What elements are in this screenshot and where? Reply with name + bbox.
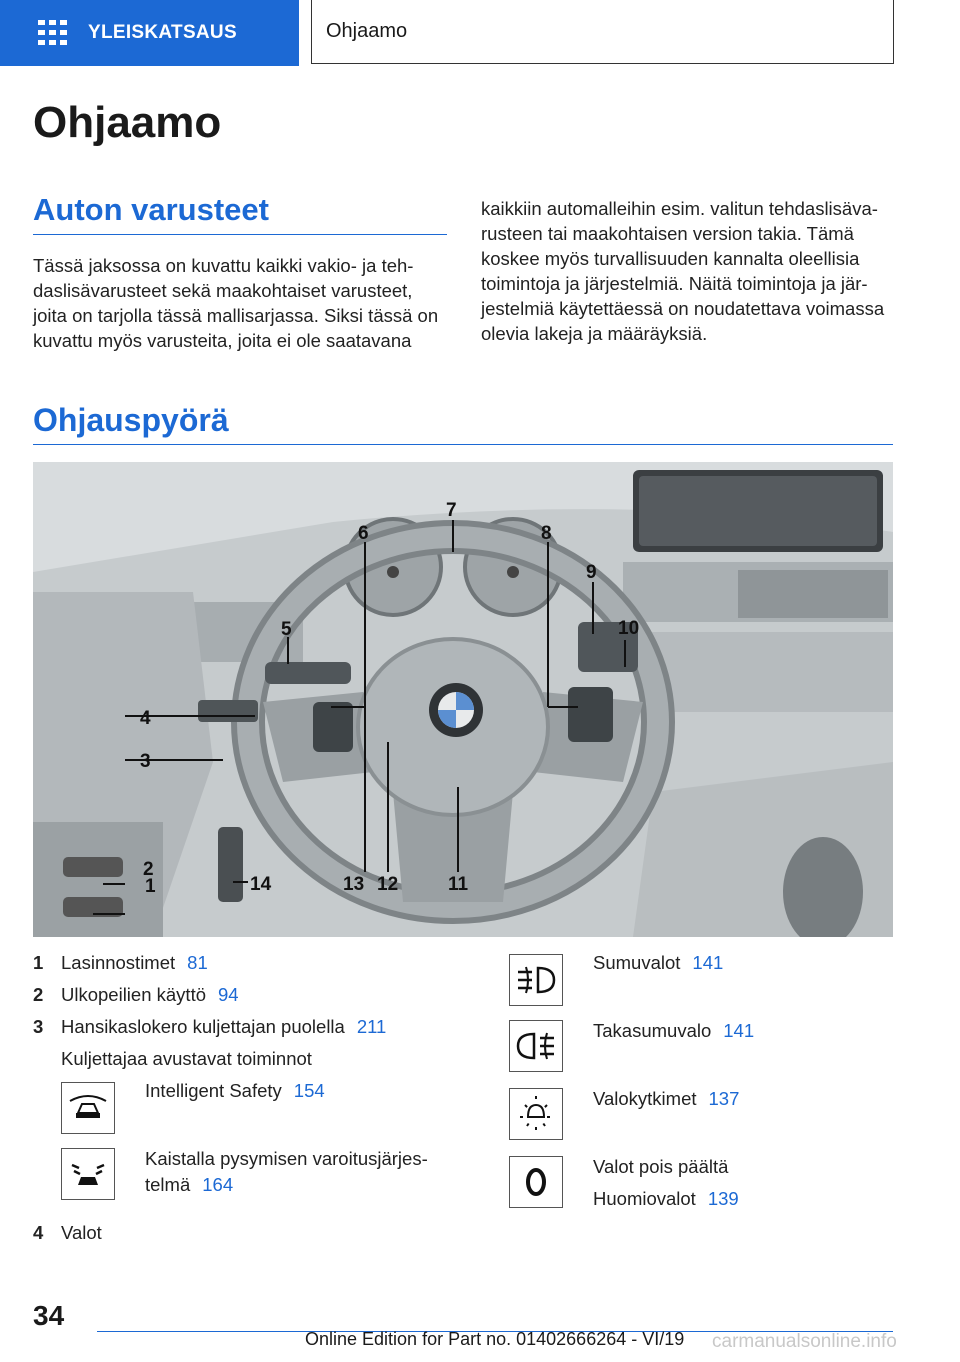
item-label: Huomiovalot xyxy=(593,1188,696,1209)
page-ref-link[interactable]: 211 xyxy=(356,1016,387,1037)
lane-departure-icon xyxy=(61,1148,115,1200)
sub-heading: Kuljettajaa avustavat toiminnot xyxy=(61,1048,312,1069)
page-ref-link[interactable]: 137 xyxy=(708,1088,740,1109)
callout-label: 5 xyxy=(281,619,292,640)
section-title-steering-wheel: Ohjauspyörä xyxy=(33,402,229,438)
rear-fog-light-icon xyxy=(509,1020,563,1072)
list-item xyxy=(593,1188,739,1210)
chapter-tab-label: Ohjaamo xyxy=(326,20,408,42)
overview-tab[interactable] xyxy=(0,0,299,66)
callout-label: 8 xyxy=(541,523,552,544)
page-ref-link[interactable]: 94 xyxy=(218,984,239,1005)
section-rule xyxy=(33,234,447,235)
intro-paragraph-right xyxy=(481,196,884,346)
text-line: joita on tarjolla tässä mallisarjassa. Siksi tässä on xyxy=(33,305,439,326)
item-label: Lasinnostimet xyxy=(61,952,176,973)
lights-off-icon xyxy=(509,1156,563,1208)
callout-label: 11 xyxy=(448,874,469,895)
text-line: rusteen tai maakohtaisen version takia. Tämä xyxy=(481,223,854,244)
item-number: 4 xyxy=(33,1222,44,1243)
page-number: 34 xyxy=(33,1300,65,1331)
edition-text: Online Edition for Part no. 01402666264 - VI/19 xyxy=(305,1329,685,1349)
callout-label: 10 xyxy=(618,618,640,639)
item-label: Hansikaslokero kuljettajan puolella xyxy=(61,1016,345,1037)
callout-label: 12 xyxy=(377,874,399,895)
page-ref-link[interactable]: 141 xyxy=(723,1020,755,1041)
callout-label: 13 xyxy=(343,874,365,895)
page-title: Ohjaamo xyxy=(33,98,222,147)
item-number: 3 xyxy=(33,1016,44,1037)
callout-label: 3 xyxy=(140,751,151,772)
list-item xyxy=(33,984,239,1006)
page-ref-link[interactable]: 141 xyxy=(692,952,724,973)
watermark: carmanualsonline.info xyxy=(712,1331,897,1352)
text-line: kaikkiin automalleihin esim. valitun tehdaslisäva- xyxy=(481,198,878,219)
item-label: telmä xyxy=(145,1174,191,1195)
callout-label: 1 xyxy=(145,876,156,897)
item-label: Intelligent Safety xyxy=(145,1080,282,1101)
section-rule xyxy=(33,444,893,445)
list-item xyxy=(33,1016,386,1038)
top-navigation xyxy=(0,0,960,66)
item-label: Takasumuvalo xyxy=(593,1020,712,1041)
legend-list-right xyxy=(509,952,899,1222)
item-number: 1 xyxy=(33,952,44,973)
list-item xyxy=(593,1020,754,1042)
callout-label: 2 xyxy=(143,859,154,880)
legend-list-left xyxy=(33,952,463,1252)
item-label: Valokytkimet xyxy=(593,1088,697,1109)
callout-label: 9 xyxy=(586,562,597,583)
page-ref-link[interactable]: 154 xyxy=(293,1080,325,1101)
chapter-tab[interactable] xyxy=(311,0,894,64)
intelligent-safety-icon xyxy=(61,1082,115,1134)
text-line: olevia lakeja ja määräyksiä. xyxy=(481,323,708,344)
sub-item xyxy=(145,1174,233,1196)
list-item xyxy=(33,1222,102,1244)
list-item xyxy=(593,1088,739,1110)
text-line: koskee myös turvallisuuden kannalta oleellisia xyxy=(481,248,860,269)
grid-icon xyxy=(38,20,68,46)
cockpit-illustration xyxy=(33,462,893,937)
front-fog-light-icon xyxy=(509,954,563,1006)
text-line: Tässä jaksossa on kuvattu kaikki vakio- ja teh- xyxy=(33,255,414,276)
text-line: kuvattu myös varusteita, joita ei ole saatavana xyxy=(33,330,412,351)
text-line: toimintoja ja järjestelmiä. Näitä toimintoja ja jär- xyxy=(481,273,868,294)
text-line: jestelmiä käytettäessä on noudatettava voimassa xyxy=(481,298,885,319)
section-title-equipment: Auton varusteet xyxy=(33,192,269,227)
list-item xyxy=(33,952,208,974)
text-line: daslisävarusteet sekä maakohtaiset varusteet, xyxy=(33,280,413,301)
item-number: 2 xyxy=(33,984,44,1005)
callout-label: 4 xyxy=(140,708,151,729)
item-label: Ulkopeilien käyttö xyxy=(61,984,206,1005)
page-ref-link[interactable]: 81 xyxy=(187,952,208,973)
light-switch-icon xyxy=(509,1088,563,1140)
callout-label: 14 xyxy=(250,874,272,895)
sub-item-label: Kaistalla pysymisen varoitusjärjes- xyxy=(145,1148,428,1169)
list-item xyxy=(593,952,723,974)
item-label: Valot xyxy=(61,1222,102,1243)
intro-paragraph-left xyxy=(33,253,438,353)
sub-item xyxy=(145,1080,325,1102)
callout-label: 6 xyxy=(358,523,369,544)
list-item-label: Valot pois päältä xyxy=(593,1156,729,1177)
page-ref-link[interactable]: 164 xyxy=(202,1174,234,1195)
item-label: Sumuvalot xyxy=(593,952,681,973)
overview-tab-label: YLEISKATSAUS xyxy=(88,22,237,43)
page-ref-link[interactable]: 139 xyxy=(707,1188,739,1209)
callout-label: 7 xyxy=(446,500,457,521)
